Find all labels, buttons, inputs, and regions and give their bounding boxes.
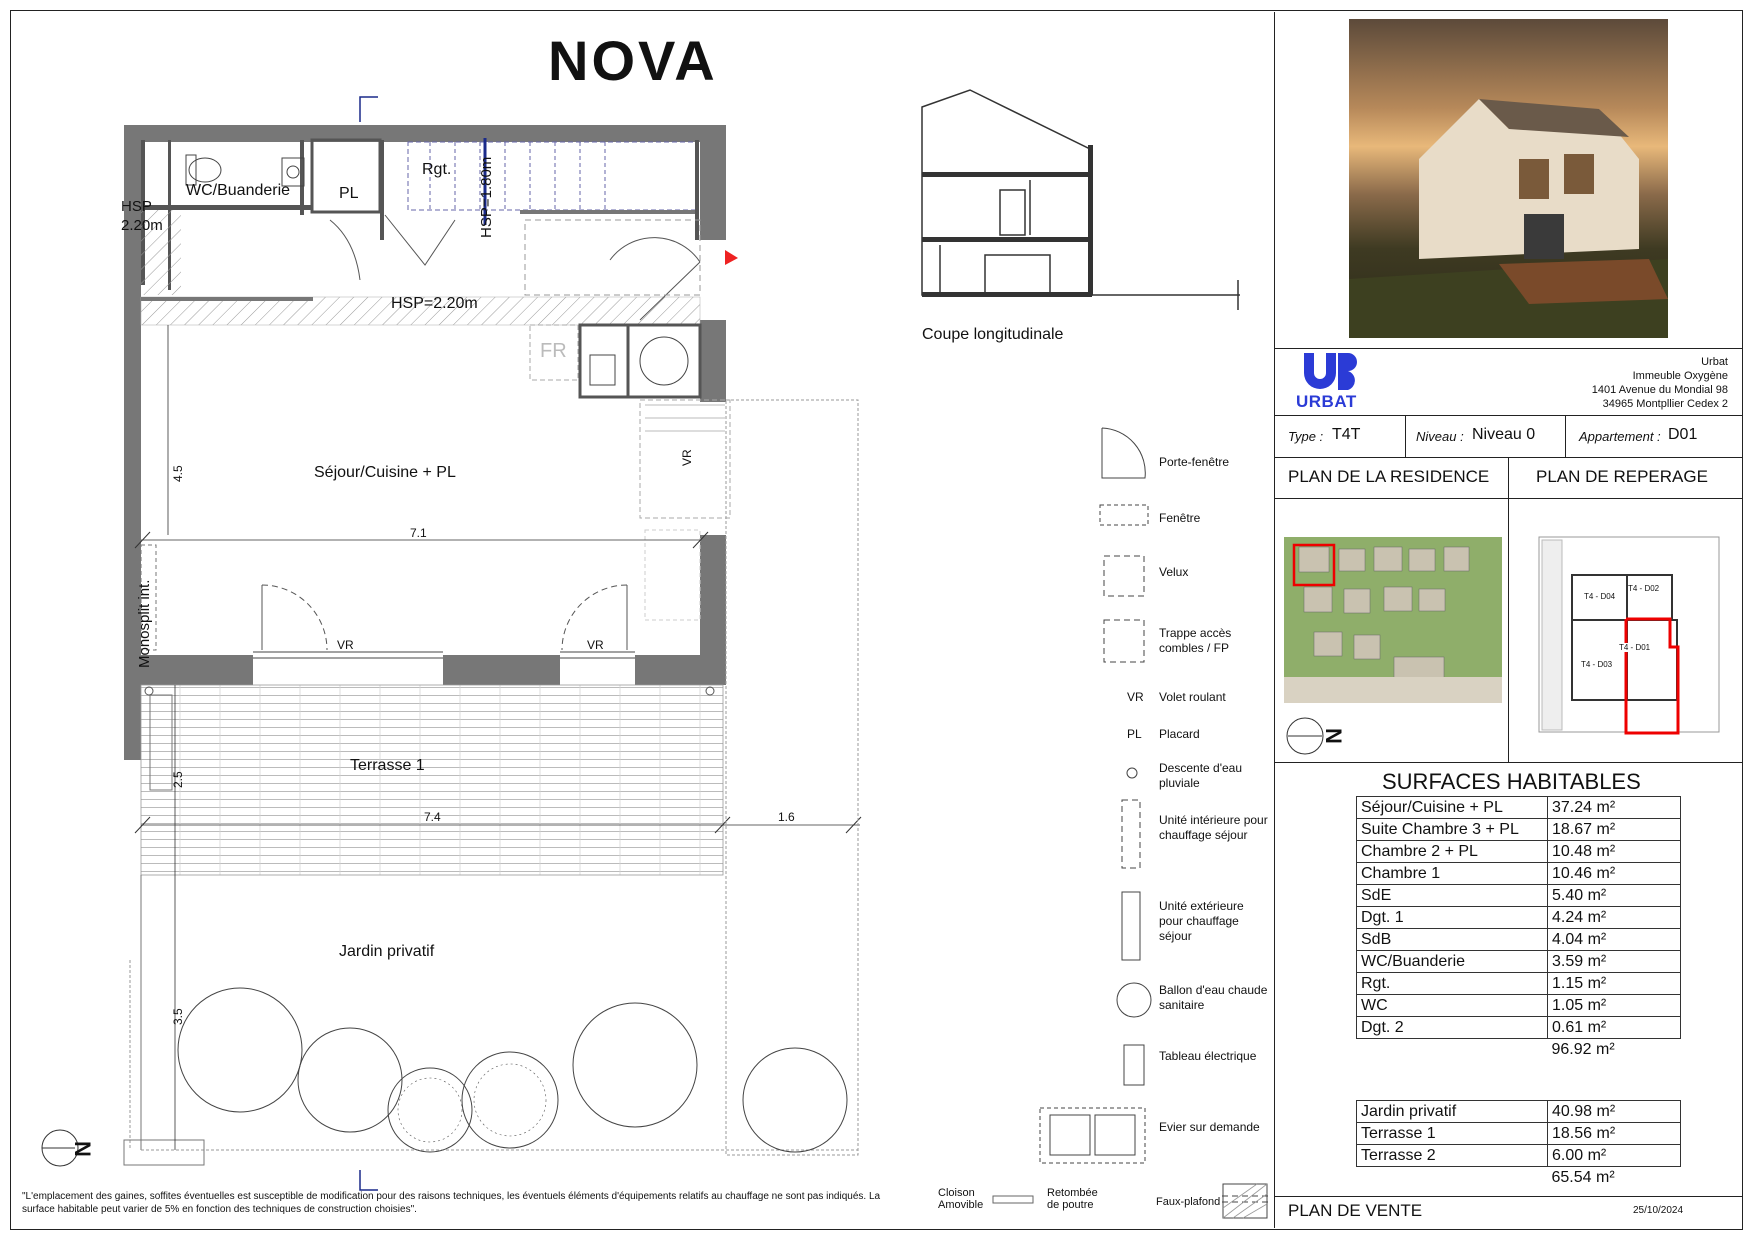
rule-info-2 <box>1565 415 1566 457</box>
total-spacer <box>1357 1167 1548 1189</box>
surface-name: WC/Buanderie <box>1357 951 1548 973</box>
surface-name: Dgt. 1 <box>1357 907 1548 929</box>
reperage-plan <box>1537 535 1727 735</box>
surface-name: Jardin privatif <box>1357 1101 1548 1123</box>
surface-name: Rgt. <box>1357 973 1548 995</box>
label-hsp-220: HSP=2.20m <box>391 295 478 312</box>
table-row <box>1357 885 1681 907</box>
legend-retombee: Retombée de poutre <box>1047 1187 1098 1211</box>
table-row <box>1357 951 1681 973</box>
urbat-logo-icon <box>1302 353 1358 391</box>
table-row <box>1357 1017 1681 1039</box>
dim-7-1: 7.1 <box>410 526 427 540</box>
legend-ballon: Ballon d'eau chaude sanitaire <box>1159 983 1268 1012</box>
surface-name: Terrasse 2 <box>1357 1145 1548 1167</box>
surface-name: SdE <box>1357 885 1548 907</box>
room-terrasse: Terrasse 1 <box>350 757 425 774</box>
type-label: Type : <box>1288 429 1324 444</box>
room-jardin: Jardin privatif <box>339 943 435 960</box>
legend-trappe: Trappe accès combles / FP <box>1159 626 1232 655</box>
label-vr-1: VR <box>337 638 354 652</box>
rule-info-1 <box>1405 415 1406 457</box>
surface-value: 4.04 m² <box>1548 929 1681 951</box>
reperage-d04: T4 - D04 <box>1584 592 1616 601</box>
legend-fenetre: Fenêtre <box>1159 511 1201 525</box>
residence-render-image <box>1349 19 1668 338</box>
legend-descente-eau: Descente d'eau pluviale <box>1159 761 1243 790</box>
surface-value: 4.24 m² <box>1548 907 1681 929</box>
surface-value: 5.40 m² <box>1548 885 1681 907</box>
reperage-d03: T4 - D03 <box>1581 660 1613 669</box>
footer-disclaimer: "L'emplacement des gaines, soffites éventuelles est susceptible de modification pour des raisons techniques, les éventuels éléments d'équipements relatifs au chauffage ne sont pas indiqués. La surface habitable peut varier de 5% en fonction des techniques de construction choisies". <box>22 1191 881 1215</box>
rule-5 <box>1275 762 1742 763</box>
legend-vr-code: VR <box>1127 690 1144 704</box>
compass-n-left: N <box>70 1141 95 1157</box>
label-fr: FR <box>540 340 567 362</box>
surface-total: 96.92 m² <box>1551 1040 1615 1058</box>
exterior-surfaces-table <box>1356 1100 1681 1188</box>
label-hsp-left: HSP <box>121 198 152 215</box>
surface-name: Chambre 1 <box>1357 863 1548 885</box>
dim-4-5: 4.5 <box>171 465 185 482</box>
niveau-value: Niveau 0 <box>1472 426 1536 443</box>
surface-value: 18.67 m² <box>1548 819 1681 841</box>
rule-4 <box>1275 498 1742 499</box>
room-pl: PL <box>339 185 359 202</box>
compass-n-right: N <box>1321 728 1346 744</box>
total-spacer <box>1357 1039 1548 1061</box>
surface-name: Dgt. 2 <box>1357 1017 1548 1039</box>
surface-name: Chambre 2 + PL <box>1357 841 1548 863</box>
legend-tableau: Tableau électrique <box>1159 1049 1257 1063</box>
surface-name: Terrasse 1 <box>1357 1123 1548 1145</box>
label-hsp-180: HSP=1.80m <box>478 156 495 238</box>
surface-name: Suite Chambre 3 + PL <box>1357 819 1548 841</box>
label-monosplit: Monosplit int. <box>136 579 153 668</box>
label-vr-2: VR <box>587 638 604 652</box>
header-plan-residence: PLAN DE LA RESIDENCE <box>1288 467 1490 486</box>
reperage-d01: T4 - D01 <box>1619 643 1651 652</box>
total-row <box>1357 1167 1681 1189</box>
surface-value: 1.15 m² <box>1548 973 1681 995</box>
table-row <box>1357 1101 1681 1123</box>
appartement-label: Appartement : <box>1579 429 1661 444</box>
dim-3-5: 3.5 <box>171 1008 185 1025</box>
surfaces-table <box>1356 796 1681 1060</box>
surface-value: 3.59 m² <box>1548 951 1681 973</box>
surface-value: 6.00 m² <box>1548 1145 1681 1167</box>
table-row <box>1357 907 1681 929</box>
appartement-value: D01 <box>1668 426 1698 443</box>
sheet-divider <box>1274 12 1275 1228</box>
residence-site-plan <box>1284 537 1502 703</box>
rule-2 <box>1275 415 1742 416</box>
table-row <box>1357 863 1681 885</box>
rule-plans <box>1508 457 1509 762</box>
dim-2-5: 2.5 <box>171 771 185 788</box>
legend-faux-plafond: Faux-plafond <box>1156 1196 1221 1208</box>
table-row <box>1357 973 1681 995</box>
legend-unite-exterieure: Unité extérieure pour chauffage séjour <box>1159 899 1244 943</box>
room-sejour: Séjour/Cuisine + PL <box>314 464 456 481</box>
legend-cloison: Cloison Amovible <box>938 1187 984 1211</box>
label-hsp-left-value: 2.20m <box>121 217 163 234</box>
rule-1 <box>1275 348 1742 349</box>
surface-name: SdB <box>1357 929 1548 951</box>
surface-value: 10.46 m² <box>1548 863 1681 885</box>
header-plan-reperage: PLAN DE REPERAGE <box>1536 467 1708 486</box>
legend-velux: Velux <box>1159 565 1189 579</box>
niveau-label: Niveau : <box>1416 429 1464 444</box>
total-row <box>1357 1039 1681 1061</box>
table-row <box>1357 1145 1681 1167</box>
dim-1-6: 1.6 <box>778 810 795 824</box>
company-building: Immeuble Oxygène <box>1632 370 1728 382</box>
legend-porte-fenetre: Porte-fenêtre <box>1159 455 1230 469</box>
surfaces-title: SURFACES HABITABLES <box>1382 769 1641 794</box>
plan-date: 25/10/2024 <box>1633 1205 1684 1216</box>
surface-value: 1.05 m² <box>1548 995 1681 1017</box>
surface-name: WC <box>1357 995 1548 1017</box>
room-rgt: Rgt. <box>422 161 452 178</box>
type-value: T4T <box>1332 426 1361 443</box>
legend-placard: Placard <box>1159 727 1200 741</box>
table-row <box>1357 1123 1681 1145</box>
surface-value: 0.61 m² <box>1548 1017 1681 1039</box>
room-wc-buanderie: WC/Buanderie <box>186 182 291 199</box>
legend-unite-interieure: Unité intérieure pour chauffage séjour <box>1159 813 1268 842</box>
legend-volet-roulant: Volet roulant <box>1159 690 1226 704</box>
rule-6 <box>1275 1196 1742 1197</box>
table-row <box>1357 797 1681 819</box>
surface-value: 37.24 m² <box>1548 797 1681 819</box>
reperage-d02: T4 - D02 <box>1628 584 1660 593</box>
legend-evier: Evier sur demande <box>1159 1120 1260 1134</box>
dim-7-4: 7.4 <box>424 810 441 824</box>
legend-pl-code: PL <box>1127 727 1142 741</box>
table-row <box>1357 995 1681 1017</box>
surface-value: 10.48 m² <box>1548 841 1681 863</box>
section-label: Coupe longitudinale <box>922 326 1064 343</box>
company-city: 34965 Montpllier Cedex 2 <box>1602 398 1728 410</box>
company-street: 1401 Avenue du Mondial 98 <box>1591 384 1728 396</box>
project-title: NOVA <box>548 29 718 92</box>
surface-value: 18.56 m² <box>1548 1123 1681 1145</box>
plan-de-vente: PLAN DE VENTE <box>1288 1201 1423 1220</box>
table-row <box>1357 929 1681 951</box>
table-row <box>1357 819 1681 841</box>
table-row <box>1357 841 1681 863</box>
surface-value: 40.98 m² <box>1548 1101 1681 1123</box>
surface-ext-total: 65.54 m² <box>1551 1168 1615 1186</box>
surface-name: Séjour/Cuisine + PL <box>1357 797 1548 819</box>
label-vr-side: VR <box>680 449 694 466</box>
company-name: Urbat <box>1701 356 1728 368</box>
urbat-logo-text: URBAT <box>1296 392 1357 411</box>
